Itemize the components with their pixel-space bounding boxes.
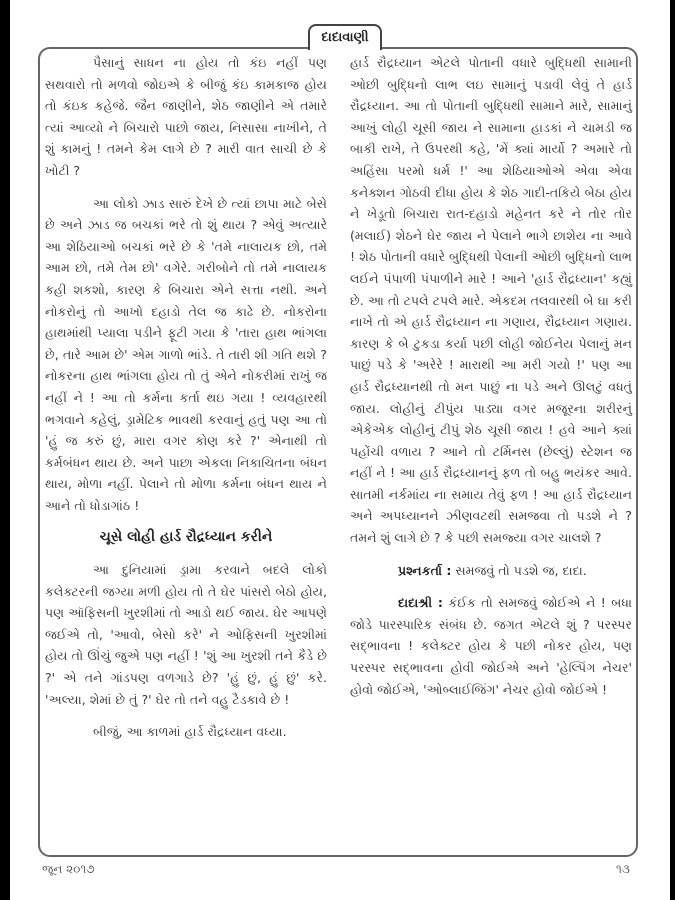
paragraph: બીજું, આ કાળમાં હાર્ડ રૌદ્રધ્યાન વધ્યા. bbox=[93, 724, 287, 740]
dialogue-text: કંઈક તો સમજવું જોઈએ ને ! બધા જોડે પારસ્પારિક સંબંધ છે. જગત એટલે શું ? પરસ્પર સદ્ભાવના ! કલેક્ટર હોય કે પછી નોકર હોય, પણ પરસ્પર સદ્ભાવના હોવી જોઈએ અને 'હેલ્પિંગ નેચર' હોવો જોઈએ, 'ઓબ્લાઈજિંગ' નેચર હોવો જોઈએ ! bbox=[350, 595, 632, 697]
paragraph: હાર્ડ રૌદ્રધ્યાન એટલે પોતાની વધારે બુદ્ધિથી સામાની ઓછી બુદ્ધિનો લાભ લઇ સામાનું પડાવી લેવું તે હાર્ડ રૌદ્રધ્યાન. આ તો પોતાની બુદ્ધિથી સામાને મારે, સામાનું આખું લોહી ચૂસી જાય ને સામાના હાડકાં ને ચામડી જ બાકી રાખે, તે ઉપરથી કહે, 'મેં ક્યાં માર્યો ? અમારે તો અહિંસા પરમો ધર્મ !' આ શેઠિયાઓએ એવા એવા કનેક્શન ગોઠવી દીધા હોય કે શેઠ ગાદી-તકિયે બેઠા હોય ને ખેડૂતો બિચારા રાત-દહાડો મહેનત કરે ને તોર તોર (મલાઈ) શેઠને ઘેર જાય ને પેલાને ભાગે છાશેય ના આવે ! શેઠ પોતાની વધારે બુદ્ધિથી પેલાની ઓછી બુદ્ધિનો લાભ લઈને પંપાળી પંપાળીને મારે ! આને 'હાર્ડ રૌદ્રધ્યાન' કહ્યું છે. આ તો ટપલે ટપલે મારે. એકદમ તલવારથી બે ઘા કરી નાખે તો એ હાર્ડ રૌદ્રધ્યાન ના ગણાય, રૌદ્રધ્યાન ગણાય. કારણ કે બે ટુકડા કર્યા પછી લોહી જોઈનેય પેલાનું મન પાછું પડે કે 'અરેરે ! મારાથી આ મરી ગયો !' પણ આ હાર્ડ રૌદ્રધ્યાનથી તો મન પાછું ના પડે અને ઊલટું વધતું જાય. લોહીનું ટીપુંય પાડ્યા વગર મજૂરના શરીરનું એકેએક લોહીનું ટીપું શેઠ ચૂસી જાય ! હવે આને ક્યાં પહોંચી વળાય ? આને તો ટર્મિનસ (છેલ્લું) સ્ટેશન જ નહીં ને ! આ હાર્ડ રૌદ્રધ્યાનનું ફળ તો બહુ ભયંકર આવે. સાતમી નર્કમાંય ના સમાય તેવું ફળ ! આ હાર્ડ રૌદ્રધ્યાન અને અપધ્યાનને ઝીણવટથી સમજવા તો પડશે ને ? તમને શું લાગે છે ? કે પછી સમજ્યા વગર ચાલશે ? bbox=[350, 55, 632, 546]
left-edge-bar bbox=[0, 0, 10, 900]
questioner-paragraph bbox=[350, 560, 632, 582]
issue-date: જૂન ૨૦૧૭ bbox=[42, 862, 95, 876]
speaker-label: પ્રશ્નકર્તા : bbox=[398, 562, 452, 578]
paragraph: આ લોકો ઝાડ સારું દેખે છે ત્યાં છાપા માટે બેસે છે અને ઝાડ જ બચકાં ભરે તો શું થાય ? એવું અત્યારે આ શેઠિયાઓ બચકાં ભરે છે કે 'તમે નાલાયક છો, તમે આમ છો, તમે તેમ છો' વગેરે. ગરીબોને તો તમે નાલાયક કહી શકશો, કારણ કે બિચારા એને સત્તા નથી. અને નોકરોનું તો આખો દહાડો તેલ જ કાઢે છે. નોકરોના હાથમાંથી પ્યાલા પડીને ફૂટી ગયા કે 'તારા હાથ ભાંગલા છે, તારે આમ છે' એમ ગાળો ભાંડે. તે તારી શી ગતિ થશે ? નોકરના હાથ ભાંગલા હોય તો તું એને નોકરીમાં રાખું જ નહીં ને ! આ તો કર્મના કર્તા થઇ ગયા ! વ્યવહારથી ભગવાને કહેલું, ડ્રામેટિક ભાવથી કરવાનું હતું પણ આ તો 'હું જ કરું છું, મારા વગર કોણ કરે ?' એનાથી તો કર્મબંધન થાય છે. અને પાછા એકલા નિકાચિતના બંધન થાય, મોળા નહીં. પેલાને તો મોળા કર્મના બંધન થાય ને આને તો ધોડાગાંઠ ! bbox=[45, 195, 327, 513]
paragraph: આ દુનિયામાં ડ્રામા કરવાને બદલે લોકો કલેક્ટરની જગ્યા મળી હોય તો તે ઘેર પાંસરો બેઠો હોય, પણ ઑફિસની ખુરશીમાં તો આડો થઈ જાય. ઘેર આપણે જઈએ તો, 'આવો, બેસો કરે' ને ઓફિસની ખુરશીમાં હોય તો ઊંચું જુએ પણ નહીં ! 'શું આ ખુરશી તને કૈડે છે ?' એ તને ગાંડપણ વળગાડે છે? 'હું છું, હું છું' કરે. 'અલ્યા, શેમાં છે તું ?' ઘેર તો તને વહુ ટૈડકાવે છે ! bbox=[45, 562, 327, 707]
left-column bbox=[45, 52, 327, 754]
right-edge-bar bbox=[670, 0, 675, 900]
speaker-label: દાદાશ્રી : bbox=[398, 595, 443, 611]
dialogue-text: સમજવું તો પડશે જ, દાદા. bbox=[451, 562, 587, 578]
magazine-title: દાદાવાણી bbox=[308, 24, 382, 50]
paragraph: પૈસાનું સાધન ના હોય તો કંઇ નહીં પણ સથવારો તો મળવો જોઇએ કે બીજું કંઇ કામકાજ હોય તો કંઇક કહેજે. જૈન જાણીને, શેઠ જાણીને એ તમારે ત્યાં આવ્યો ને બિચારો પાછો જાય, નિસાસા નાખીને, તે શું કામનું ! તમને કેમ લાગે છે ? મારી વાત સાચી છે કે ખોટી ? bbox=[45, 55, 327, 178]
right-column bbox=[350, 52, 632, 711]
page-number: ૧૩ bbox=[616, 862, 630, 876]
dadashri-paragraph bbox=[350, 592, 632, 700]
section-heading: ચૂસે લોહી હાર્ડ રૌદ્રધ્યાન કરીને bbox=[99, 529, 273, 546]
